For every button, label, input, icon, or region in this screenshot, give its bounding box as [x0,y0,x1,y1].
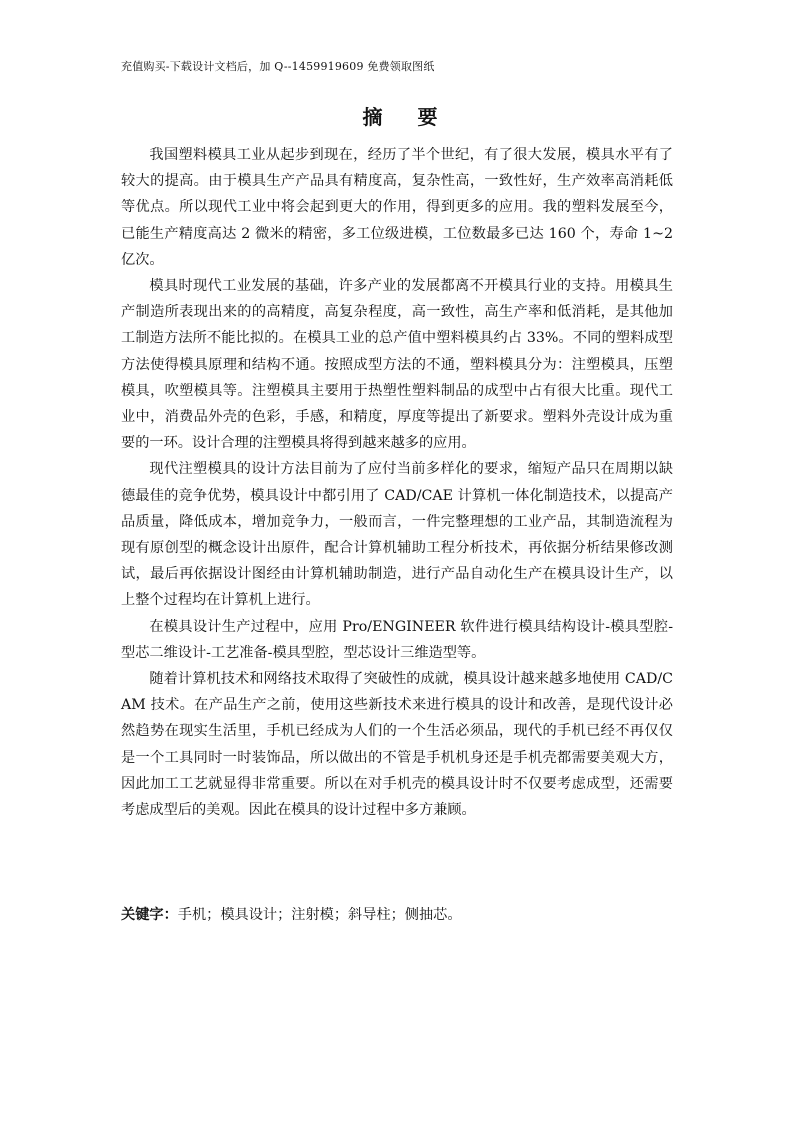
header-note: 充值购买-下载设计文档后，加 Q--1459919609 免费领取图纸 [121,60,435,73]
abstract-paragraph-4: 在模具设计生产过程中，应用 Pro/ENGINEER 软件进行模具结构设计-模具型腔-型芯二维设计-工艺准备-模具型腔，型芯设计三维造型等。 [121,618,673,661]
keywords-label: 关键字： [121,907,178,923]
abstract-paragraph-1: 我国塑料模具工业从起步到现在，经历了半个世纪，有了很大发展，模具水平有了较大的提高。由于模具生产产品具有精度高，复杂性高，一致性好，生产效率高消耗低等优点。所以现代工业中将会起到更大的作用，得到更多的应用。我的塑料发展至今，已能生产精度高达 2 微米的精密，多工位级进模，工位数最多已达 160 个，寿命 1~2 亿次。 [121,147,673,268]
abstract-paragraph-3: 现代注塑模具的设计方法目前为了应付当前多样化的要求，缩短产品只在周期以缺德最佳的竞争优势，模具设计中都引用了 CAD/CAE 计算机一体化制造技术，以提高产品质量，降低成本，增加竞争力，一般而言，一件完整理想的工业产品，其制造流程为现有原创型的概念设计出原件，配合计算机辅助工程分析技术，再依据分析结果修改测试，最后再依据设计图经由计算机辅助制造，进行产品自动化生产在模具设计生产，以上整个过程均在计算机上进行。 [121,461,673,609]
keywords-line [121,902,681,928]
abstract-body [121,142,673,823]
abstract-paragraph-2: 模具时现代工业发展的基础，许多产业的发展都离不开模具行业的支持。用模具生产制造所表现出来的的高精度，高复杂程度，高一致性，高生产率和低消耗，是其他加工制造方法所不能比拟的。在模具工业的总产值中塑料模具约占 33%。不同的塑料成型方法使得模具原理和结构不通。按照成型方法的不通，塑料模具分为：注塑模具，压塑模具，吹塑模具等。注塑模具主要用于热塑性塑料制品的成型中占有很大比重。现代工业中，消费品外壳的色彩，手感，和精度，厚度等提出了新要求。塑料外壳设计成为重要的一环。设计合理的注塑模具将得到越来越多的应用。 [121,278,673,452]
page-title: 摘 要 [362,105,452,129]
keywords-text: 手机；模具设计；注射模；斜导柱；侧抽芯。 [177,907,462,923]
abstract-paragraph-5: 随着计算机技术和网络技术取得了突破性的成就，模具设计越来越多地使用 CAD/CAM 技术。在产品生产之前，使用这些新技术来进行模具的设计和改善，是现代设计必然趋势在现实生活里，手机已经成为人们的一个生活必须品，现代的手机已经不再仅仅是一个工具同时一时装饰品，所以做出的不管是手机机身还是手机壳都需要美观大方，因此加工工艺就显得非常重要。所以在对手机壳的模具设计时不仅要考虑成型，还需要考虑成型后的美观。因此在模具的设计过程中多方兼顾。 [121,671,673,819]
